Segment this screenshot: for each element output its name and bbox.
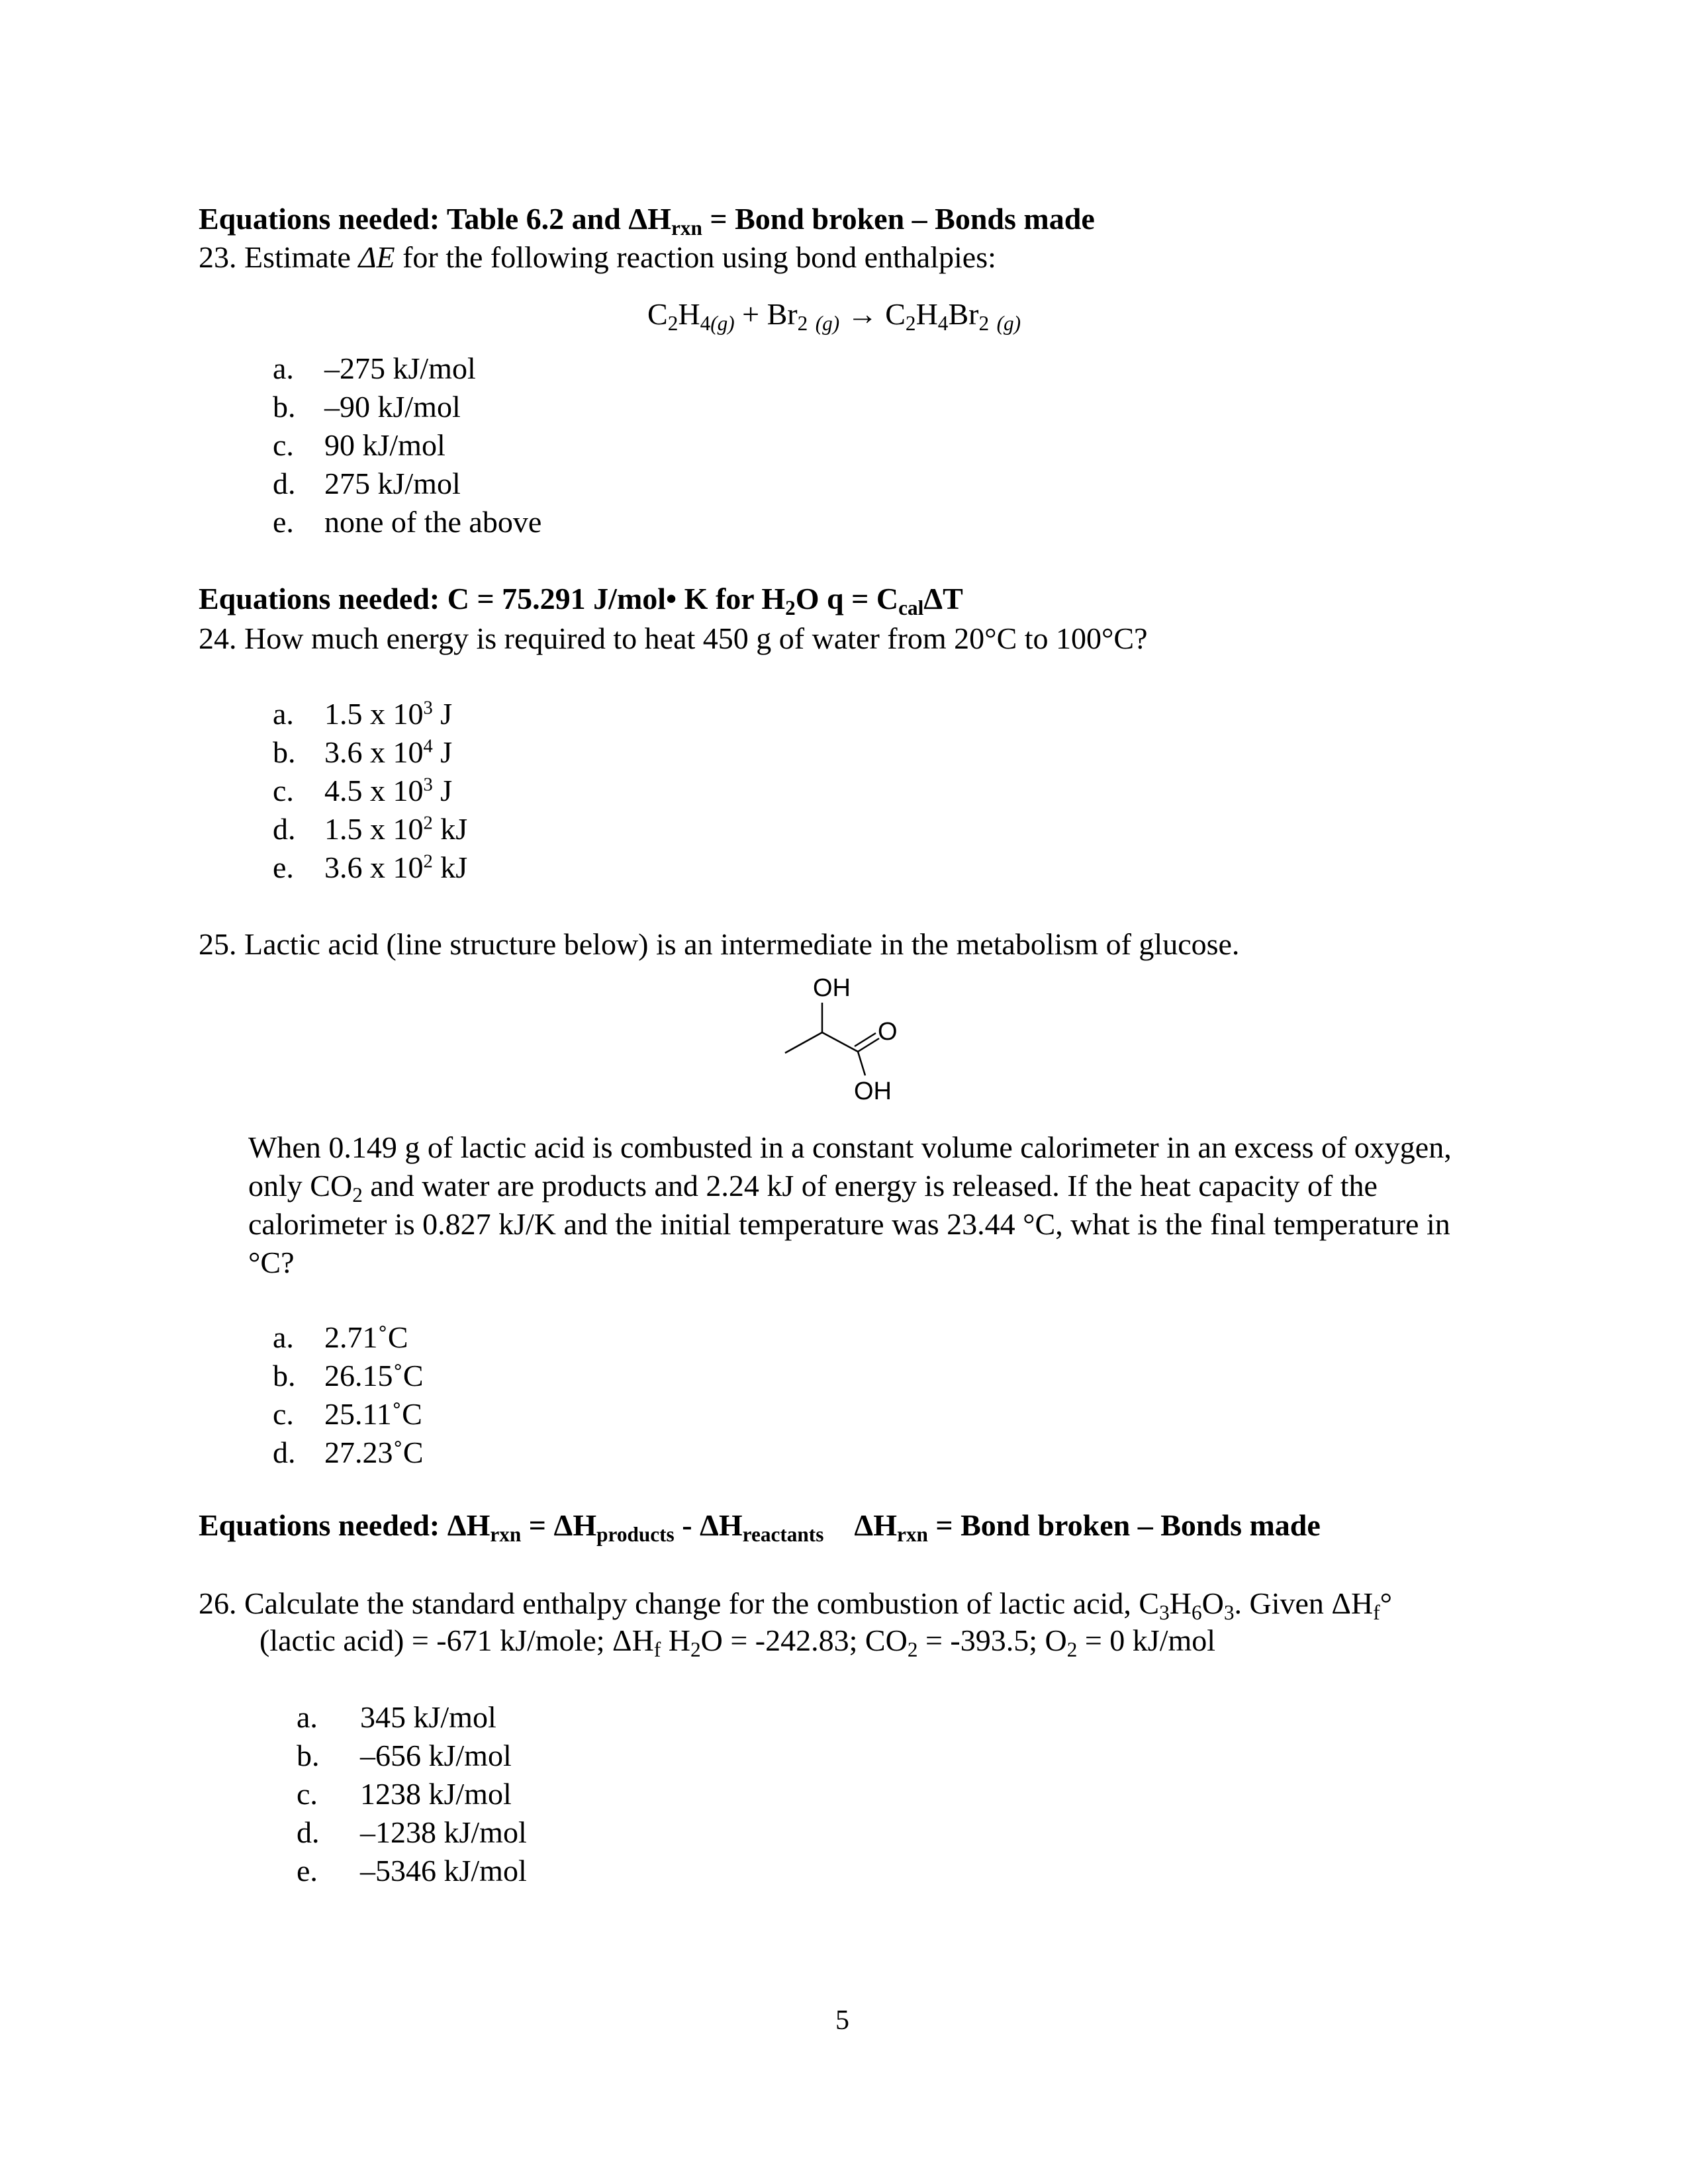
lactic-acid-structure xyxy=(761,970,933,1109)
q26-stem-line2: (lactic acid) = -671 kJ/mole; $\Delta H_f$ $H_2O = -242.83$; $CO_2 = -393.5$; $O_2 = 0$ kJ/mol xyxy=(259,1623,1216,1661)
q25-option-b[interactable]: b. 26.15˚C xyxy=(273,1359,424,1392)
q25-options xyxy=(273,1318,736,1472)
mol-label-o: O xyxy=(878,1018,898,1046)
q23-stem: 23. Estimate ΔE for the following reaction using bond enthalpies: xyxy=(199,240,996,274)
page-number: 5 xyxy=(835,2005,849,2036)
q24-stem: 24. How much energy is required to heat 450 g of water from 20°C to 100°C? xyxy=(199,621,1148,655)
q23-option-c[interactable]: c. 90 kJ/mol xyxy=(273,428,445,462)
mol-label-oh-bottom: OH xyxy=(854,1077,892,1105)
q26-equations-needed: Equations needed: $\Delta H_{rxn} = \Delta H_{products} - \Delta H_{reactants}$ $\Delta H_{rxn}$ = Bond broken – Bonds made xyxy=(199,1508,1321,1546)
q24-option-e[interactable]: e. 3.6 x $10^2$ kJ xyxy=(273,850,468,884)
q26-option-a[interactable]: a. 345 kJ/mol xyxy=(297,1700,496,1734)
q24-option-b[interactable]: b. 3.6 x $10^4$ J xyxy=(273,735,453,769)
q23-option-a[interactable]: a. –275 kJ/mol xyxy=(273,351,476,385)
q25-option-d[interactable]: d. 27.23˚C xyxy=(273,1435,424,1469)
q26-option-d[interactable]: d. –1238 kJ/mol xyxy=(297,1815,527,1849)
q25-option-a[interactable]: a. 2.71˚C xyxy=(273,1320,408,1354)
q26-option-e[interactable]: e. –5346 kJ/mol xyxy=(297,1854,527,1888)
q26-stem-line1: 26. Calculate the standard enthalpy change for the combustion of lactic acid, $C_3H_6O_3$. Given $\Delta H_f^\circ$ xyxy=(199,1586,1393,1624)
q24-options xyxy=(273,695,736,887)
q25-option-c[interactable]: c. 25.11˚C xyxy=(273,1397,422,1431)
q23-reaction-equation: $C_2H_{4(g)} + Br_2$ $_{(g)} \to C_2H_4Br_2$ $_{(g)}$ xyxy=(647,297,1021,335)
q26-option-b[interactable]: b. –656 kJ/mol xyxy=(297,1739,512,1772)
q24-option-c[interactable]: c. 4.5 x $10^3$ J xyxy=(273,774,453,807)
mol-label-oh-top: OH xyxy=(813,974,851,1002)
q25-paragraph: When 0.149 g of lactic acid is combusted in a constant volume calorimeter in an excess of oxygen, only $CO_2$ and water are products and 2.24 kJ of energy is released. If the heat capacity of the calorimeter is 0.827 kJ/K and the initial temperature was 23.44 °C, what is the final temperature in °C? xyxy=(248,1130,1452,1279)
q23-equations-needed: Equations needed: Table 6.2 and $\Delta H_{rxn}$ = Bond broken – Bonds made xyxy=(199,202,1095,240)
q24-option-d[interactable]: d. 1.5 x $10^2$ kJ xyxy=(273,812,468,846)
q24-option-a[interactable]: a. 1.5 x $10^3$ J xyxy=(273,697,453,731)
q26-options xyxy=(297,1698,760,1890)
q23-option-b[interactable]: b. –90 kJ/mol xyxy=(273,390,461,424)
q26-option-c[interactable]: c. 1238 kJ/mol xyxy=(297,1777,512,1811)
mol-bonds xyxy=(785,1003,879,1075)
q24-equations-needed: Equations needed: C = 75.291 J/mol• K for $H_2O$ $q = C_{cal}\Delta T$ xyxy=(199,582,963,619)
q23-option-d[interactable]: d. 275 kJ/mol xyxy=(273,467,461,500)
q25-stem: 25. Lactic acid (line structure below) is an intermediate in the metabolism of glucose. xyxy=(199,927,1240,961)
q23-option-e[interactable]: e. none of the above xyxy=(273,505,542,539)
q23-options xyxy=(273,349,736,541)
